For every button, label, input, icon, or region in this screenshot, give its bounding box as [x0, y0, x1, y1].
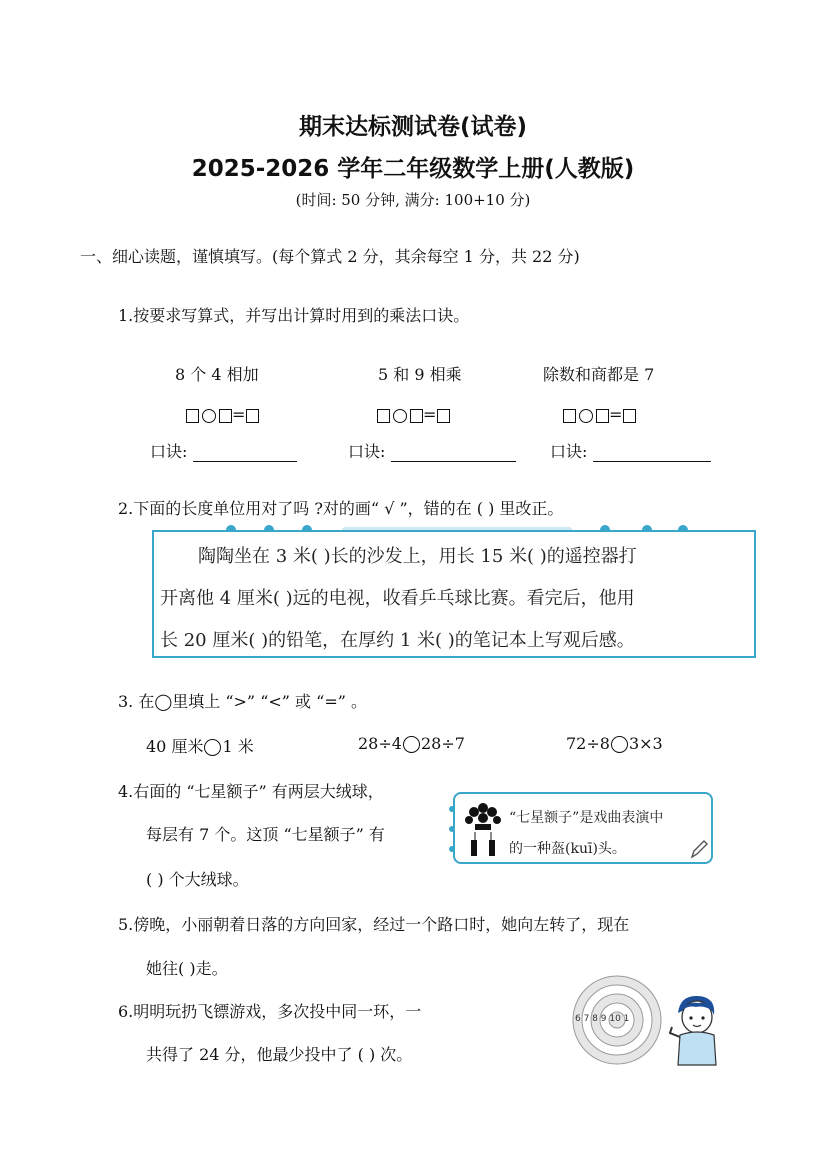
q6-line-1: 6.明明玩扔飞镖游戏，多次投中同一环，一	[118, 1002, 422, 1021]
answer-box[interactable]	[563, 409, 576, 423]
q1-rhyme-1	[150, 439, 297, 462]
rhyme-label: 口诀:	[348, 442, 386, 461]
compare-right: 28÷7	[420, 734, 465, 753]
exam-meta: (时间: 50 分钟, 满分: 100+10 分)	[295, 191, 531, 209]
q6-line-2: 共得了 24 分，他最少投中了 ( ) 次。	[146, 1045, 413, 1064]
q3-compare-2	[358, 734, 465, 753]
answer-box[interactable]	[186, 409, 199, 423]
q1-condition-3: 除数和商都是 7	[543, 365, 655, 384]
q1-prompt: 1.按要求写算式，并写出计算时用到的乘法口诀。	[118, 306, 470, 325]
compare-left: 40 厘米	[146, 737, 204, 756]
rhyme-label: 口诀:	[550, 442, 588, 461]
answer-box[interactable]	[377, 409, 390, 423]
headdress-icon	[463, 800, 503, 858]
section-heading: 一、细心读题，谨慎填写。(每个算式 2 分，其余每空 1 分，共 22 分)	[80, 247, 580, 266]
rhyme-blank[interactable]	[593, 445, 711, 462]
page-title: 期末达标测试卷(试卷)	[298, 114, 528, 140]
compare-left: 28÷4	[358, 734, 402, 753]
answer-box[interactable]	[437, 409, 450, 423]
q1-condition-2: 5 和 9 相乘	[378, 365, 462, 384]
q1-rhyme-2	[348, 439, 516, 462]
passage-line: 开离他 4 厘米( )远的电视，收看乒乓球比赛。看完后，他用	[160, 588, 635, 609]
answer-box[interactable]	[219, 409, 232, 423]
equals-sign: =	[232, 405, 247, 424]
passage-line: 陶陶坐在 3 米( )长的沙发上，用长 15 米( )的遥控器打	[198, 546, 637, 567]
dartboard-label: 6 7 8 9 10 1	[575, 1014, 630, 1024]
q2-prompt: 2.下面的长度单位用对了吗 ?对的画“ √ ”，错的在 ( ) 里改正。	[118, 499, 564, 518]
rhyme-label: 口诀:	[150, 442, 188, 461]
q3-compare-3	[566, 734, 663, 753]
q5-line-2: 她往( )走。	[146, 959, 228, 978]
compare-circle[interactable]	[204, 739, 221, 756]
pencil-icon	[689, 838, 709, 860]
q1-equation-2	[377, 405, 450, 424]
rhyme-blank[interactable]	[391, 445, 516, 462]
q4-info-card	[453, 792, 713, 864]
boy-icon	[668, 993, 726, 1067]
rhyme-blank[interactable]	[193, 445, 297, 462]
answer-box[interactable]	[623, 409, 636, 423]
card-ring	[449, 826, 455, 832]
q4-line-1: 4.右面的 “七星额子” 有两层大绒球，	[118, 782, 384, 801]
card-line: 的一种盔(kuī)头。	[509, 841, 626, 857]
compare-right: 1 米	[222, 737, 254, 756]
equals-sign: =	[423, 405, 438, 424]
compare-left: 72÷8	[566, 734, 610, 753]
q4-line-3: ( ) 个大绒球。	[146, 870, 249, 889]
operator-circle[interactable]	[579, 409, 593, 423]
q1-equation-1	[186, 405, 259, 424]
q1-condition-1: 8 个 4 相加	[175, 365, 259, 384]
page-subtitle: 2025-2026 学年二年级数学上册(人教版)	[191, 156, 635, 182]
card-line: “七星额子”是戏曲表演中	[509, 810, 664, 826]
q3-compare-1	[146, 734, 254, 757]
compare-right: 3×3	[628, 734, 663, 753]
operator-circle[interactable]	[393, 409, 407, 423]
card-ring	[449, 846, 455, 852]
passage-line: 长 20 厘米( )的铅笔，在厚约 1 米( )的笔记本上写观后感。	[160, 630, 635, 651]
q1-equation-3	[563, 405, 636, 424]
q4-line-2: 每层有 7 个。这顶 “七星额子” 有	[146, 825, 385, 844]
compare-circle[interactable]	[611, 736, 628, 753]
operator-circle[interactable]	[202, 409, 216, 423]
equals-sign: =	[609, 405, 624, 424]
answer-box[interactable]	[246, 409, 259, 423]
answer-box[interactable]	[596, 409, 609, 423]
q1-rhyme-3	[550, 439, 711, 462]
q2-passage-box	[152, 530, 756, 658]
answer-box[interactable]	[410, 409, 423, 423]
q3-prompt: 3. 在◯里填上 “>” “<” 或 “=” 。	[118, 692, 367, 711]
q5-line-1: 5.傍晚，小丽朝着日落的方向回家，经过一个路口时，她向左转了，现在	[118, 915, 630, 934]
card-ring	[449, 806, 455, 812]
compare-circle[interactable]	[403, 736, 420, 753]
